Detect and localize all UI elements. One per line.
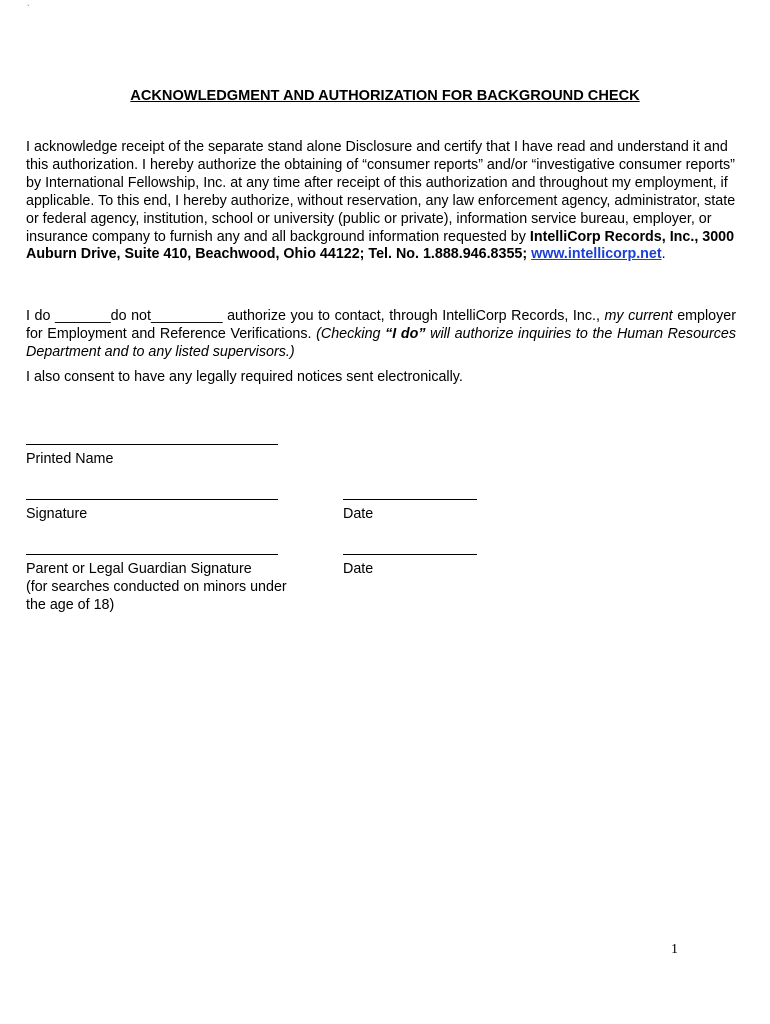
- contact-italic-checking: (Checking: [316, 325, 386, 342]
- contact-text: I do _______do not_________ authorize you to contact, through IntelliCorp Records, Inc.,: [26, 308, 605, 324]
- contact-text-2: employer for Employment and Reference Verifications.: [26, 308, 736, 342]
- signature-label: Signature: [26, 506, 88, 522]
- document-title: ACKNOWLEDGMENT AND AUTHORIZATION FOR BACKGROUND CHECK: [130, 88, 640, 104]
- date-line-1[interactable]: [343, 499, 477, 500]
- printed-name-label: Printed Name: [26, 451, 114, 467]
- guardian-note-line1: (for searches conducted on minors under: [26, 579, 287, 595]
- intellicorp-address: IntelliCorp Records, Inc., 3000 Auburn Drive, Suite 410, Beachwood, Ohio 44122; Tel. No. 1.888.946.8355;: [26, 228, 735, 263]
- page-number: 1: [671, 942, 678, 957]
- printed-name-line[interactable]: [26, 444, 278, 445]
- contact-i-do: “I do”: [385, 325, 426, 342]
- header-mark: `: [27, 4, 30, 13]
- signature-line[interactable]: [26, 499, 278, 500]
- employer-contact-paragraph: [26, 308, 736, 362]
- guardian-signature-line[interactable]: [26, 554, 278, 555]
- authorization-paragraph: [26, 139, 736, 264]
- guardian-signature-label: Parent or Legal Guardian Signature: [26, 561, 252, 577]
- date-label-1: Date: [343, 506, 374, 522]
- authorization-text: I acknowledge receipt of the separate stand alone Disclosure and certify that I have read and understand it and this authorization. I hereby authorize the obtaining of “consumer reports” and/or “investigative consumer reports” by International Fellowship, Inc. at any time after receipt of this authorization and throughout my employment, if applicable. To this end, I hereby authorize, without reservation, any law enforcement agency, administrator, state or federal agency, institution, school or university (public or private), information service bureau, employer, or insurance company to furnish any and all background information requested by: [26, 139, 736, 245]
- guardian-note-line2: the age of 18): [26, 597, 115, 613]
- authorization-end: .: [661, 246, 666, 263]
- contact-italic-current: my current: [604, 308, 673, 324]
- date-label-2: Date: [343, 561, 374, 577]
- intellicorp-link[interactable]: www.intellicorp.net: [531, 246, 662, 263]
- contact-italic-note: will authorize inquiries to the Human Resources Department and to any listed supervisors.): [26, 325, 736, 360]
- date-line-2[interactable]: [343, 554, 477, 555]
- electronic-consent-paragraph: I also consent to have any legally required notices sent electronically.: [26, 369, 463, 385]
